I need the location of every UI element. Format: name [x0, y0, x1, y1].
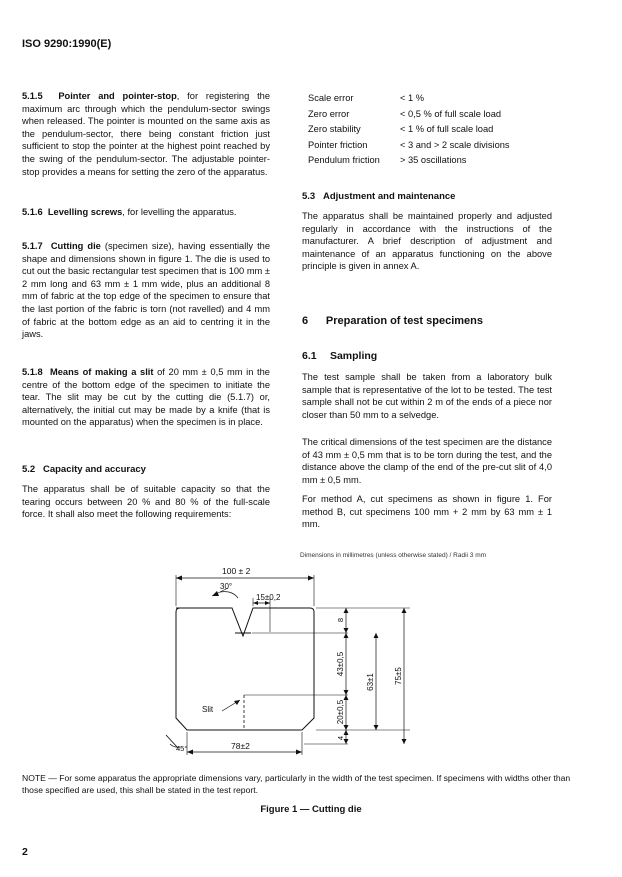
requirement-name: Zero error — [308, 108, 350, 119]
page-number: 2 — [22, 846, 28, 858]
label-notch: 15±0,2 — [256, 593, 281, 602]
sampling-paragraph-1: The test sample shall be taken from a laboratory bulk sample that is representative of the lot to be tested. The test sample shall not be cut within 2 m of the ends of a piece nor closer than 50 mm to a selvedge. — [302, 372, 552, 420]
sampling-paragraph-3: For method A, cut specimens as shown in figure 1. For method B, cut specimens 100 mm + 2 mm by 63 mm ± 1 mm. — [302, 494, 552, 530]
specimen-outline — [176, 608, 314, 730]
section-5-3-text: The apparatus shall be maintained properly and adjusted regularly in accordance with the instructions of the manufacturer. A brief description of adjustment and maintenance of an apparatus functioning on the above principle is given in annex A. — [302, 211, 552, 272]
section-number: 6.1 — [302, 350, 317, 362]
section-title: Preparation of test specimens — [325, 315, 484, 327]
label-angle-bottom: 45° — [176, 744, 188, 753]
requirement-value: < 1 % — [400, 93, 425, 103]
section-text: (specimen size), having essentially the shape and dimensions shown in figure 1. The die is used to cut out the basic rectangular test specimen that is 100 mm ± 2 mm long and 63 mm ± 1 mm wide, plus an additional 8 mm of fabric at the top edge of the specimen to ensure that the last portion of the fabric is torn (not ravelled) and 4 mm of fabric at the bottom edge as an aid to centring it in the jaws. — [22, 241, 270, 340]
requirement-value: < 3 and > 2 scale divisions — [400, 139, 510, 150]
requirement-name: Zero stability — [308, 124, 361, 135]
section-number: 6 — [302, 315, 309, 327]
figure-dimensions-note: Dimensions in millimetres (unless otherwise stated) / Radii 3 mm — [300, 552, 487, 559]
label-height: 63±1 — [366, 673, 375, 691]
section-number: 5.1.6 — [22, 207, 43, 217]
section-title: Means of making a slit — [50, 367, 154, 377]
label-slit: Slit — [202, 705, 214, 714]
requirement-value: < 1 % of full scale load — [400, 124, 494, 135]
label-slit-length: 20±0,5 — [336, 699, 345, 725]
label-bottom: 4 — [336, 735, 345, 741]
requirement-name: Scale error — [308, 93, 354, 103]
figure-note: NOTE — For some apparatus the appropriate dimensions vary, particularly in the width of the test specimen. If specimens with widths other than those specified are used, this shall be stated in the test report. — [22, 773, 571, 795]
section-text: of 20 mm ± 0,5 mm in the centre of the bottom edge of the specimen to initiate the tear. The slit may be cut by the cutting die (5.1.7) or, alternatively, the initial cut may be made by a knife (that is mounted on the apparatus) when the specimen is in place. — [22, 367, 270, 428]
sampling-paragraph-2: The critical dimensions of the test specimen are the distance of 43 mm ± 0,5 mm that is to be torn during the test, and the distance above the clamp of the end of the pre-cut slit of 4,0 mm ± 0,5 mm. — [302, 437, 552, 485]
section-text: , for registering the maximum arc through which the pendulum-sector swings when released. The pointer is mounted on the same axis as the pendulum-sector, there being constant friction just sufficient to stop the pointer at the highest point reached by the swing of the pendulum-sector. The adjustable pointer-stop provides a means for setting the zero of the apparatus. — [22, 91, 271, 177]
section-text: , for levelling the apparatus. — [122, 207, 237, 217]
section-title: Cutting die — [50, 241, 101, 251]
standard-header: ISO 9290:1990(E) — [22, 38, 112, 50]
label-top-margin: 8 — [336, 617, 345, 623]
section-5-2-text: The apparatus shall be of suitable capacity so that the tearing occurs between 20 % and 80 % of the full-scale force. It shall also meet the following requirements: — [22, 484, 270, 520]
label-width: 100 ± 2 — [222, 566, 251, 576]
label-base: 78±2 — [231, 741, 250, 751]
section-title: Pointer and pointer-stop — [58, 91, 177, 101]
label-angle-top: 30° — [220, 582, 233, 591]
label-overall: 75±5 — [394, 667, 403, 685]
section-number: 5.2 — [22, 464, 36, 475]
section-title: Adjustment and maintenance — [322, 191, 456, 202]
section-number: 5.1.8 — [22, 367, 43, 377]
section-title: Sampling — [329, 350, 378, 362]
section-title: Levelling screws — [47, 207, 123, 217]
requirement-value: < 0,5 % of full scale load — [400, 108, 502, 119]
section-number: 5.3 — [302, 191, 316, 202]
angle-top-arc — [220, 592, 238, 598]
requirement-name: Pointer friction — [308, 139, 368, 150]
label-tear: 43±0,5 — [336, 651, 345, 677]
section-number: 5.1.5 — [22, 91, 43, 101]
figure-caption: Figure 1 — Cutting die — [260, 804, 362, 815]
section-title: Capacity and accuracy — [42, 464, 146, 475]
section-number: 5.1.7 — [22, 241, 43, 251]
requirement-value: > 35 oscillations — [400, 155, 467, 166]
requirement-name: Pendulum friction — [308, 155, 380, 166]
